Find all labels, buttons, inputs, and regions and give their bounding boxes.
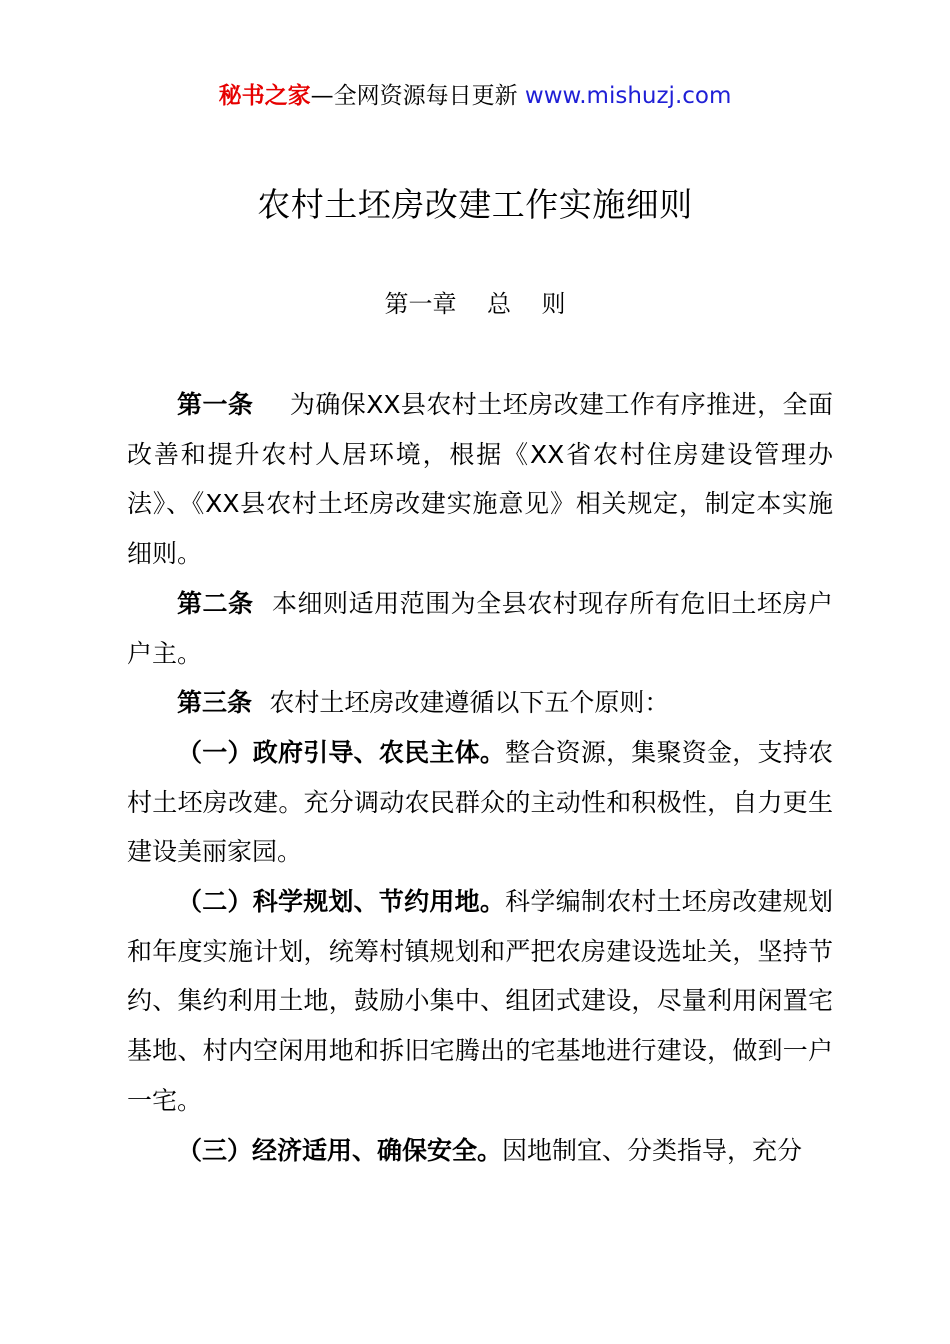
principle-text: 整合资源，集聚资金，支持农村土坯房改建。充分调动农民群众的主动性和积极性，自力更生建设美丽家园。 <box>127 737 833 867</box>
principle-paragraph <box>127 728 833 877</box>
article-paragraph <box>127 380 833 579</box>
header-slogan: —全网资源每日更新 <box>310 83 518 109</box>
site-header <box>0 80 950 112</box>
article-label: 第二条 <box>177 588 273 618</box>
article-text: 为确保XX县农村土坯房改建工作有序推进，全面改善和提升农村人居环境，根据《XX省农村住房建设管理办法》、《XX县农村土坯房改建实施意见》相关规定，制定本实施细则。 <box>127 390 833 569</box>
principle-label: （一）政府引导、农民主体。 <box>177 737 506 767</box>
document-title: 农村土坯房改建工作实施细则 <box>257 185 693 224</box>
principle-paragraph <box>127 1126 833 1176</box>
article-label: 第一条 <box>177 390 290 419</box>
article-label: 第三条 <box>177 688 270 718</box>
article-paragraph <box>127 678 833 728</box>
principle-label: （二）科学规划、节约用地。 <box>177 887 506 917</box>
principle-text: 因地制宜、分类指导，充分 <box>502 1135 803 1165</box>
principle-paragraph <box>127 877 833 1126</box>
document-body <box>127 380 833 1175</box>
chapter-heading: 第一章 总 则 <box>384 290 566 318</box>
article-text: 农村土坯房改建遵循以下五个原则： <box>269 688 670 718</box>
site-url-link[interactable]: www.mishuzj.com <box>524 83 732 109</box>
article-paragraph <box>127 579 833 678</box>
principle-label: （三）经济适用、确保安全。 <box>177 1135 503 1165</box>
brand-name: 秘书之家 <box>218 83 311 109</box>
article-text: 本细则适用范围为全县农村现存所有危旧土坯房户户主。 <box>127 588 833 668</box>
principle-text: 科学编制农村土坯房改建规划和年度实施计划，统筹村镇规划和严把农房建设选址关，坚持节约、集约利用土地，鼓励小集中、组团式建设，尽量利用闲置宅基地、村内空闲用地和拆旧宅腾出的宅基地进行建设，做到一户一宅。 <box>127 887 833 1115</box>
